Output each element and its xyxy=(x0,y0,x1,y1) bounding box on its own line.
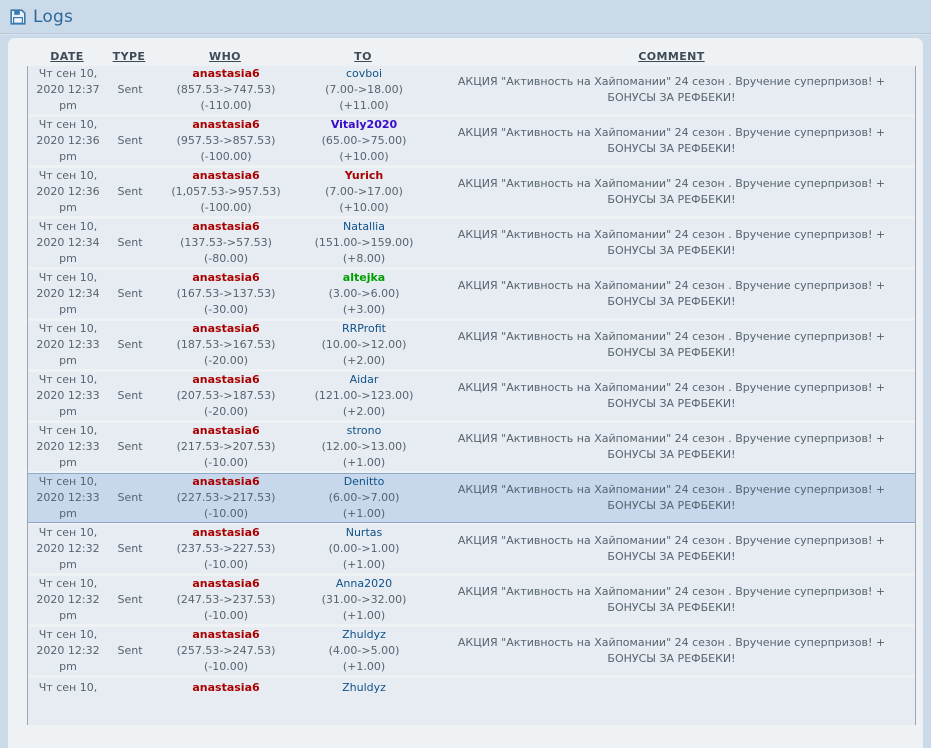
who-username-link[interactable]: anastasia6 xyxy=(192,322,260,335)
cell-date: Чт сен 10, 2020 12:33 pm xyxy=(36,373,100,418)
to-username-link[interactable]: Zhuldyz xyxy=(342,628,386,641)
cell-comment xyxy=(428,635,915,667)
table-row[interactable] xyxy=(28,576,915,624)
to-username-link[interactable]: Zhuldyz xyxy=(342,681,386,694)
log-table-header xyxy=(27,48,916,64)
to-balance: (12.00->13.00) xyxy=(321,440,407,453)
who-balance: (137.53->57.53) xyxy=(180,236,272,249)
column-header-to xyxy=(299,50,427,63)
to-username-link[interactable]: Natallia xyxy=(343,220,385,233)
who-delta: (-100.00) xyxy=(200,150,252,163)
to-delta: (+8.00) xyxy=(342,252,386,265)
cell-to xyxy=(300,627,428,675)
who-username-link[interactable]: anastasia6 xyxy=(192,67,260,80)
who-balance: (227.53->217.53) xyxy=(176,491,276,504)
to-delta: (+11.00) xyxy=(339,99,389,112)
who-username-link[interactable]: anastasia6 xyxy=(192,577,260,590)
cell-type: Sent xyxy=(117,134,143,147)
to-balance: (7.00->17.00) xyxy=(325,185,403,198)
cell-comment xyxy=(428,125,915,157)
to-delta: (+1.00) xyxy=(342,507,386,520)
cell-comment xyxy=(428,431,915,463)
table-row[interactable] xyxy=(28,627,915,675)
to-balance: (121.00->123.00) xyxy=(314,389,414,402)
cell-who xyxy=(152,219,300,267)
who-balance: (207.53->187.53) xyxy=(176,389,276,402)
cell-comment xyxy=(428,584,915,616)
cell-type: Sent xyxy=(117,389,143,402)
comment-text: АКЦИЯ "Активность на Хайпомании" 24 сезон . Вручение суперпризов! + БОНУСЫ ЗА РЕФБЕКИ! xyxy=(457,381,886,410)
cell-type: Sent xyxy=(117,83,143,96)
cell-date: Чт сен 10, 2020 12:33 pm xyxy=(36,475,100,520)
sort-link-type[interactable]: TYPE xyxy=(112,49,146,63)
to-delta: (+10.00) xyxy=(339,201,389,214)
who-balance: (957.53->857.53) xyxy=(176,134,276,147)
cell-type: Sent xyxy=(117,644,143,657)
who-username-link[interactable]: anastasia6 xyxy=(192,628,260,641)
table-row[interactable] xyxy=(28,66,915,114)
to-balance: (65.00->75.00) xyxy=(321,134,407,147)
cell-to xyxy=(300,117,428,165)
cell-date: Чт сен 10, 2020 12:37 pm xyxy=(36,67,100,112)
cell-to xyxy=(300,321,428,369)
to-username-link[interactable]: Nurtas xyxy=(345,526,383,539)
cell-comment xyxy=(428,533,915,565)
cell-type: Sent xyxy=(117,185,143,198)
to-delta: (+1.00) xyxy=(342,456,386,469)
to-balance: (6.00->7.00) xyxy=(328,491,400,504)
cell-who xyxy=(152,372,300,420)
page-title: Logs xyxy=(33,6,74,27)
who-delta: (-10.00) xyxy=(203,456,249,469)
cell-who xyxy=(152,117,300,165)
cell-to xyxy=(300,372,428,420)
sort-link-comment[interactable]: COMMENT xyxy=(638,49,705,63)
who-delta: (-10.00) xyxy=(203,558,249,571)
cell-type: Sent xyxy=(117,542,143,555)
log-table-body xyxy=(27,66,916,725)
cell-date: Чт сен 10, 2020 12:32 pm xyxy=(36,526,100,571)
cell-comment xyxy=(428,176,915,208)
who-delta: (-10.00) xyxy=(203,660,249,673)
save-icon xyxy=(10,9,26,25)
logs-panel xyxy=(8,38,923,748)
cell-type: Sent xyxy=(117,236,143,249)
who-balance: (857.53->747.53) xyxy=(176,83,276,96)
to-username-link[interactable]: Aidar xyxy=(349,373,379,386)
cell-date: Чт сен 10, 2020 12:32 pm xyxy=(36,577,100,622)
to-balance: (0.00->1.00) xyxy=(328,542,400,555)
cell-who xyxy=(152,168,300,216)
comment-text: АКЦИЯ "Активность на Хайпомании" 24 сезон . Вручение суперпризов! + БОНУСЫ ЗА РЕФБЕКИ! xyxy=(457,330,886,359)
to-balance: (4.00->5.00) xyxy=(328,644,400,657)
who-delta: (-100.00) xyxy=(200,201,252,214)
comment-text: АКЦИЯ "Активность на Хайпомании" 24 сезон . Вручение суперпризов! + БОНУСЫ ЗА РЕФБЕКИ! xyxy=(457,483,886,512)
cell-type: Sent xyxy=(117,440,143,453)
cell-who xyxy=(152,423,300,471)
to-delta: (+1.00) xyxy=(342,609,386,622)
who-delta: (-30.00) xyxy=(203,303,249,316)
cell-date: Чт сен 10, 2020 12:36 pm xyxy=(36,169,100,214)
to-username-link[interactable]: Anna2020 xyxy=(335,577,393,590)
table-row[interactable] xyxy=(28,525,915,573)
who-username-link[interactable]: anastasia6 xyxy=(192,220,260,233)
who-balance: (167.53->137.53) xyxy=(176,287,276,300)
who-balance: (257.53->247.53) xyxy=(176,644,276,657)
cell-who xyxy=(152,66,300,114)
to-delta: (+3.00) xyxy=(342,303,386,316)
to-delta: (+1.00) xyxy=(342,558,386,571)
comment-text: АКЦИЯ "Активность на Хайпомании" 24 сезон . Вручение суперпризов! + БОНУСЫ ЗА РЕФБЕКИ! xyxy=(457,126,886,155)
to-username-link[interactable]: Denitto xyxy=(343,475,385,488)
who-delta: (-20.00) xyxy=(203,405,249,418)
who-username-link[interactable]: anastasia6 xyxy=(192,271,260,284)
cell-type: Sent xyxy=(117,287,143,300)
to-username-link[interactable]: covboi xyxy=(345,67,383,80)
table-row[interactable] xyxy=(28,219,915,267)
comment-text: АКЦИЯ "Активность на Хайпомании" 24 сезон . Вручение суперпризов! + БОНУСЫ ЗА РЕФБЕКИ! xyxy=(457,432,886,461)
who-username-link[interactable]: anastasia6 xyxy=(192,475,260,488)
to-username-link[interactable]: Vitaly2020 xyxy=(330,118,398,131)
cell-type: Sent xyxy=(117,491,143,504)
cell-who xyxy=(152,321,300,369)
cell-to xyxy=(300,576,428,624)
cell-to xyxy=(300,525,428,573)
table-row[interactable] xyxy=(28,321,915,369)
comment-text: АКЦИЯ "Активность на Хайпомании" 24 сезон . Вручение суперпризов! + БОНУСЫ ЗА РЕФБЕКИ! xyxy=(457,636,886,665)
cell-who xyxy=(152,680,300,696)
cell-to xyxy=(300,270,428,318)
sort-link-who[interactable]: WHO xyxy=(209,49,241,63)
comment-text: АКЦИЯ "Активность на Хайпомании" 24 сезон . Вручение суперпризов! + БОНУСЫ ЗА РЕФБЕКИ! xyxy=(457,279,886,308)
who-balance: (1,057.53->957.53) xyxy=(171,185,281,198)
comment-text: АКЦИЯ "Активность на Хайпомании" 24 сезон . Вручение суперпризов! + БОНУСЫ ЗА РЕФБЕКИ! xyxy=(457,585,886,614)
cell-to xyxy=(300,219,428,267)
to-delta: (+2.00) xyxy=(342,405,386,418)
cell-date: Чт сен 10, 2020 12:33 pm xyxy=(36,322,100,367)
cell-date: Чт сен 10, 2020 12:36 pm xyxy=(36,118,100,163)
who-balance: (187.53->167.53) xyxy=(176,338,276,351)
table-row[interactable] xyxy=(28,372,915,420)
table-row[interactable] xyxy=(28,270,915,318)
who-username-link[interactable]: anastasia6 xyxy=(192,118,260,131)
column-header-who xyxy=(151,50,299,63)
cell-who xyxy=(152,474,300,522)
cell-to xyxy=(300,474,428,522)
column-header-date xyxy=(27,50,107,63)
cell-comment xyxy=(428,74,915,106)
to-delta: (+1.00) xyxy=(342,660,386,673)
to-delta: (+2.00) xyxy=(342,354,386,367)
cell-to xyxy=(300,680,428,696)
to-username-link[interactable]: altejka xyxy=(342,271,386,284)
cell-comment xyxy=(428,227,915,259)
who-username-link[interactable]: anastasia6 xyxy=(192,373,260,386)
who-balance: (217.53->207.53) xyxy=(176,440,276,453)
cell-date: Чт сен 10, 2020 12:34 pm xyxy=(36,220,100,265)
who-username-link[interactable]: anastasia6 xyxy=(192,681,260,694)
to-balance: (7.00->18.00) xyxy=(325,83,403,96)
cell-date: Чт сен 10, 2020 12:33 pm xyxy=(36,424,100,469)
cell-to xyxy=(300,423,428,471)
to-delta: (+10.00) xyxy=(339,150,389,163)
who-username-link[interactable]: anastasia6 xyxy=(192,526,260,539)
to-balance: (10.00->12.00) xyxy=(321,338,407,351)
comment-text: АКЦИЯ "Активность на Хайпомании" 24 сезон . Вручение суперпризов! + БОНУСЫ ЗА РЕФБЕКИ! xyxy=(457,228,886,257)
to-balance: (31.00->32.00) xyxy=(321,593,407,606)
who-balance: (247.53->237.53) xyxy=(176,593,276,606)
sort-link-to[interactable]: TO xyxy=(354,49,372,63)
who-delta: (-20.00) xyxy=(203,354,249,367)
cell-who xyxy=(152,270,300,318)
to-balance: (3.00->6.00) xyxy=(328,287,400,300)
cell-to xyxy=(300,168,428,216)
column-header-comment xyxy=(427,50,916,63)
to-username-link[interactable]: RRProfit xyxy=(342,322,386,335)
who-delta: (-110.00) xyxy=(200,99,252,112)
cell-date: Чт сен 10, 2020 12:34 pm xyxy=(36,271,100,316)
comment-text: АКЦИЯ "Активность на Хайпомании" 24 сезон . Вручение суперпризов! + БОНУСЫ ЗА РЕФБЕКИ! xyxy=(457,534,886,563)
cell-comment xyxy=(428,482,915,514)
who-delta: (-10.00) xyxy=(203,609,249,622)
cell-comment xyxy=(428,278,915,310)
comment-text: АКЦИЯ "Активность на Хайпомании" 24 сезон . Вручение суперпризов! + БОНУСЫ ЗА РЕФБЕКИ! xyxy=(457,75,886,104)
column-header-type xyxy=(107,50,151,63)
cell-date: Чт сен 10, xyxy=(38,681,98,694)
cell-to xyxy=(300,66,428,114)
to-username-link[interactable]: Yurich xyxy=(344,169,384,182)
cell-comment xyxy=(428,329,915,361)
to-username-link[interactable]: strono xyxy=(346,424,382,437)
comment-text: АКЦИЯ "Активность на Хайпомании" 24 сезон . Вручение суперпризов! + БОНУСЫ ЗА РЕФБЕКИ! xyxy=(457,177,886,206)
cell-comment xyxy=(428,380,915,412)
who-balance: (237.53->227.53) xyxy=(176,542,276,555)
page-header xyxy=(0,0,931,34)
who-delta: (-10.00) xyxy=(203,507,249,520)
table-row[interactable] xyxy=(28,423,915,471)
cell-type: Sent xyxy=(117,593,143,606)
table-row[interactable] xyxy=(28,117,915,165)
who-delta: (-80.00) xyxy=(203,252,249,265)
sort-link-date[interactable]: DATE xyxy=(50,49,84,63)
cell-who xyxy=(152,627,300,675)
who-username-link[interactable]: anastasia6 xyxy=(192,169,260,182)
to-balance: (151.00->159.00) xyxy=(314,236,414,249)
who-username-link[interactable]: anastasia6 xyxy=(192,424,260,437)
cell-type: Sent xyxy=(117,338,143,351)
cell-who xyxy=(152,576,300,624)
cell-date: Чт сен 10, 2020 12:32 pm xyxy=(36,628,100,673)
table-row[interactable] xyxy=(28,678,915,725)
table-row[interactable] xyxy=(28,168,915,216)
cell-who xyxy=(152,525,300,573)
table-row[interactable] xyxy=(28,473,915,523)
